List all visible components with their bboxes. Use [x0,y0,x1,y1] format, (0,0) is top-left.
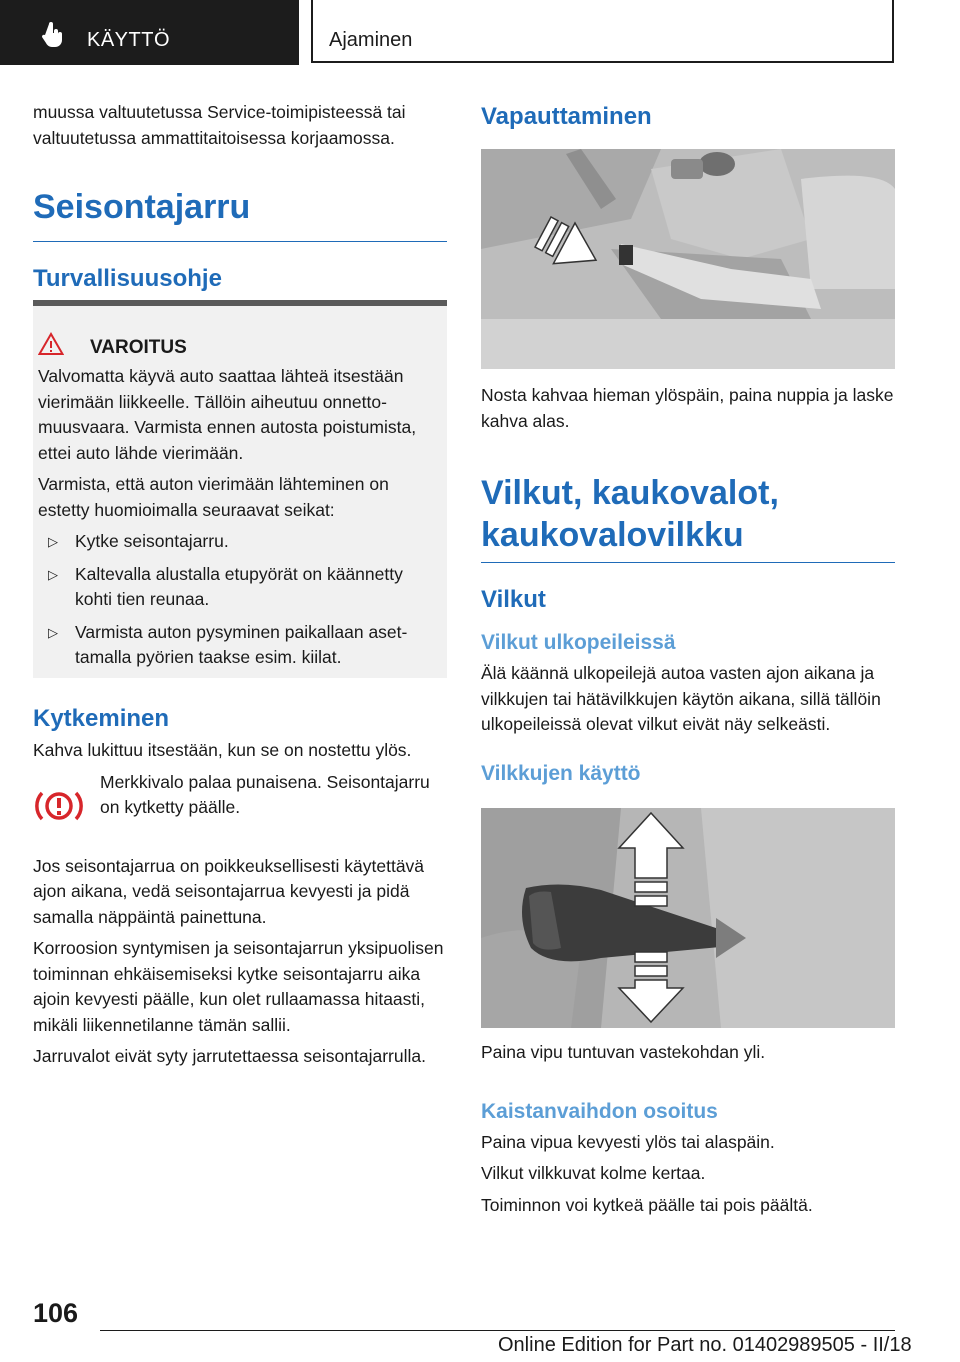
page-number: 106 [33,1298,79,1328]
subheading-engage: Kytkeminen [33,705,170,732]
parking-brake-lever-image [481,149,895,369]
turn-signal-illustration [481,808,895,1028]
turn-signal-lever-image [481,808,895,1028]
indicator-row [33,771,447,844]
warning-box [33,300,447,678]
list-item: ▷ Kaltevalla alustalla etupyörät on käännetty kohti tien reunaa. [48,563,403,609]
lane-paragraph: Paina vipua kevyesti ylös tai alaspäin. [481,1131,775,1152]
section-heading-parking-brake: Seisontajarru [33,188,251,226]
indicator-text: Merkkivalo palaa punaisena. Seisontajarru on kytketty päälle. [100,771,430,817]
lane-paragraph: Vilkut vilkkuvat kolme kertaa. [481,1163,706,1183]
release-section [481,383,895,788]
section-tab[interactable] [0,0,299,65]
footer-rule [100,1330,895,1331]
hand-pointer-icon [40,22,66,48]
engage-paragraph: Jos seisontajarrua on poikkeuksellisesti käytettävä ajon aikana, vedä seisontajarrua kevyesti ja pidä samalla näppäintä painettuna. [33,855,425,927]
list-item: ▷ Kytke seisontajarru. [38,529,436,555]
subheading-release: Vapauttaminen [481,103,652,130]
chapter-label: Ajaminen [329,29,413,51]
warning-paragraph: Varmista, että auton vierimään lähteminen on estetty huomioimalla seuraavat seikat: [38,474,389,520]
bullet-arrow-icon: ▷ [48,624,58,640]
lane-paragraph: Toiminnon voi kytkeä päälle tai pois päältä. [481,1194,813,1215]
signal-use-section [481,1040,895,1218]
lever-illustration [481,149,895,369]
warning-list [38,529,436,671]
bullet-arrow-icon: ▷ [48,534,58,549]
edition-text: Online Edition for Part no. 01402989505 - II/18 [498,1334,912,1356]
subheading-signals: Vilkut [481,586,546,613]
mirror-paragraph: Älä käännä ulkopeilejä autoa vasten ajon aikana ja vilkkujen tai hätävilkkujen käytön aikana, sillä tällöin ulkopeileissä olevat vilkut eivät näy selkeästi. [481,663,881,734]
chapter-tab [311,0,894,63]
subheading-safety: Turvallisuusohje [33,265,222,292]
release-paragraph: Nosta kahvaa hieman ylöspäin, paina nuppia ja laske kahva alas. [481,385,894,431]
left-column [33,100,447,294]
subheading-lane-change: Kaistanvaihdon osoitus [481,1099,718,1123]
section-heading-indicators: Vilkut, kaukovalot, kaukovalovilkku [481,474,779,554]
engage-paragraph: Jarruvalot eivät syty jarrutettaessa seisontajarrulla. [33,1046,426,1066]
parking-brake-indicator-icon [33,788,85,824]
warning-triangle-icon [38,332,64,356]
use-paragraph: Paina vipu tuntuvan vastekohdan yli. [481,1042,766,1062]
list-item: ▷ Varmista auton pysyminen paikallaan asettamalla pyörien taakse esim. kiilat. [48,621,408,667]
section-label: KÄYTTÖ [87,29,171,51]
right-column [481,100,895,132]
engage-section [33,704,447,1070]
bullet-arrow-icon: ▷ [48,566,58,582]
warning-title: VAROITUS [90,337,187,358]
subheading-mirror-signals: Vilkut ulkopeileissä [481,631,676,654]
engage-paragraph: Kahva lukittuu itsestään, kun se on nostettu ylös. [33,740,412,760]
subheading-signal-use: Vilkkujen käyttö [481,761,641,785]
intro-text: muussa valtuutetussa Service-toimipisteessä tai valtuutetussa ammattitaitoisessa korjaamossa. [33,102,406,148]
engage-paragraph: Korroosion syntymisen ja seisontajarrun yksipuolisen toiminnan ehkäisemiseksi kytke seisontajarru aika ajoin kevyesti päälle, kun olet rullaamassa hitaasti, mikäli liikennetilanne tämän sallii. [33,938,444,1035]
warning-paragraph: Valvomatta käyvä auto saattaa lähteä itsestään vierimään liikkeelle. Tällöin aiheutuu onnettomuusvaara. Varmista ennen autosta poistumista, ettei auto lähde vierimään. [38,366,417,463]
